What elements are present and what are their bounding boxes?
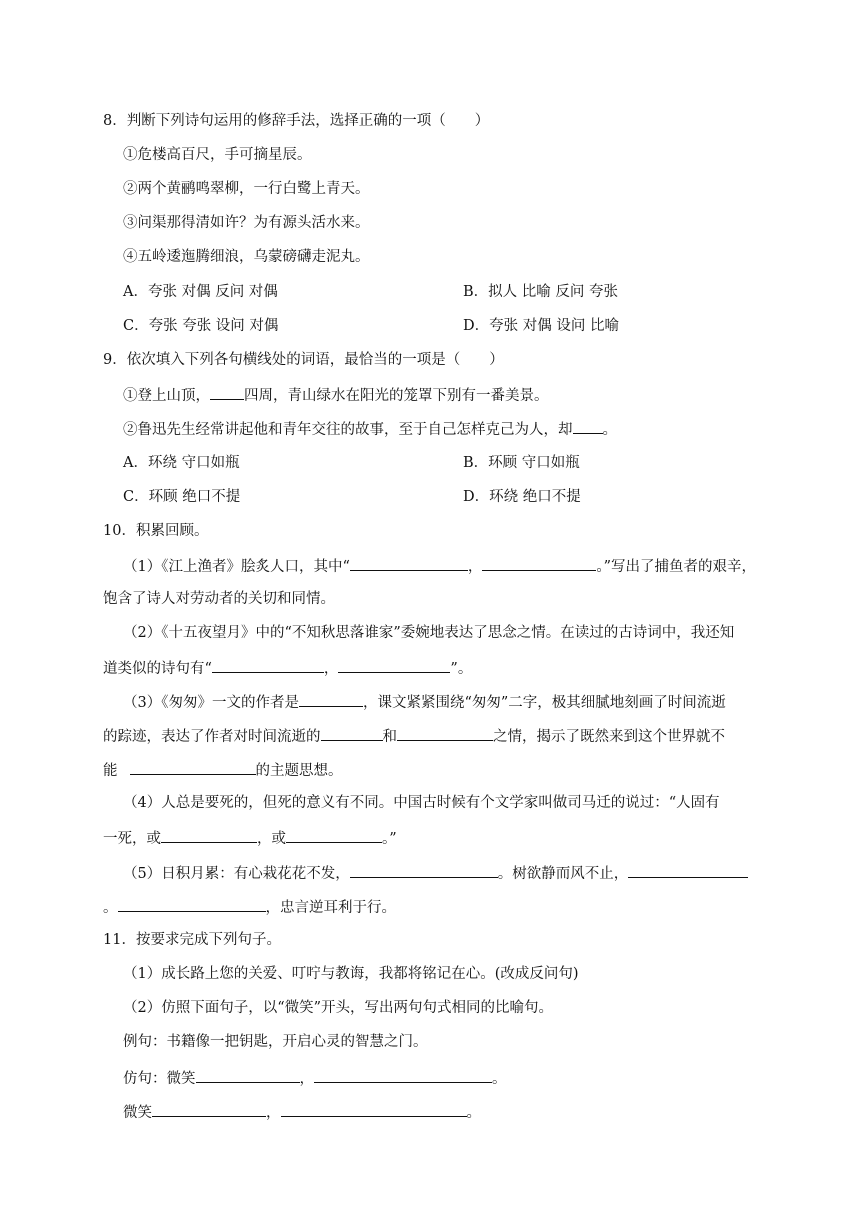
q9-option-a[interactable]: A．环绕 守口如瓶 bbox=[123, 455, 240, 471]
q10-4-line-2: 一死，或 ，或 。” bbox=[103, 827, 397, 849]
q11-blank-3[interactable] bbox=[152, 1101, 266, 1117]
q10-2-blank-1[interactable] bbox=[212, 657, 324, 673]
q9-blank-1[interactable] bbox=[210, 384, 244, 400]
q10-1-blank-1[interactable] bbox=[350, 555, 468, 571]
q9-option-b[interactable]: B．环顾 守口如瓶 bbox=[463, 455, 580, 471]
q10-4-blank-1[interactable] bbox=[161, 827, 257, 843]
q11-1: （1）成长路上您的关爱、叮咛与教诲，我都将铭记在心。(改成反问句) bbox=[123, 966, 579, 982]
q10-5-blank-3[interactable] bbox=[118, 896, 266, 912]
q9-blank-2[interactable] bbox=[573, 418, 603, 434]
q9-line-1: ①登上山顶， 四周，青山绿水在阳光的笼罩下别有一番美景。 bbox=[123, 384, 549, 406]
q10-3-line-3: 能 的主题思想。 bbox=[103, 759, 343, 781]
q8-line-3: ③问渠那得清如许？为有源头活水来。 bbox=[123, 215, 370, 231]
q10-3-blank-3[interactable] bbox=[397, 725, 493, 741]
q10-3-blank-1[interactable] bbox=[299, 691, 363, 707]
question-10-stem: 10．积累回顾。 bbox=[103, 523, 209, 539]
q10-3-blank-2[interactable] bbox=[321, 725, 383, 741]
q10-5-line-2: 。 ，忠言逆耳利于行。 bbox=[103, 896, 396, 918]
q10-3-line-1: （3）《匆匆》一文的作者是 ，课文紧紧围绕“匆匆”二字，极其细腻地刻画了时间流逝 bbox=[123, 691, 726, 713]
q10-2-line-2: 道类似的诗句有“ ， ”。 bbox=[103, 657, 472, 679]
q10-1-blank-2[interactable] bbox=[482, 555, 596, 571]
q11-imitate-2: 微笑 ， 。 bbox=[123, 1101, 481, 1123]
q10-3-blank-4[interactable] bbox=[130, 759, 256, 775]
q10-5-blank-1[interactable] bbox=[350, 862, 498, 878]
q8-option-b[interactable]: B．拟人 比喻 反问 夸张 bbox=[463, 284, 618, 300]
q10-2-blank-2[interactable] bbox=[338, 657, 450, 673]
q8-line-2: ②两个黄鹂鸣翠柳，一行白鹭上青天。 bbox=[123, 181, 370, 197]
q10-4-blank-2[interactable] bbox=[286, 827, 382, 843]
q9-line-2: ②鲁迅先生经常讲起他和青年交往的故事，至于自己怎样克己为人，却 。 bbox=[123, 418, 617, 440]
q8-line-4: ④五岭逶迤腾细浪，乌蒙磅礴走泥丸。 bbox=[123, 249, 370, 265]
q8-option-a[interactable]: A．夸张 对偶 反问 对偶 bbox=[123, 284, 278, 300]
q11-blank-2[interactable] bbox=[314, 1067, 492, 1083]
q11-blank-1[interactable] bbox=[196, 1067, 300, 1083]
question-9-stem: 9．依次填入下列各句横线处的词语，最恰当的一项是（ ） bbox=[103, 352, 504, 368]
q8-option-d[interactable]: D．夸张 对偶 设问 比喻 bbox=[463, 318, 619, 334]
q11-2: （2）仿照下面句子，以“微笑”开头，写出两句句式相同的比喻句。 bbox=[123, 1000, 554, 1016]
q11-blank-4[interactable] bbox=[281, 1101, 467, 1117]
question-11-stem: 11．按要求完成下列句子。 bbox=[103, 932, 281, 948]
q10-4-line-1: （4）人总是要死的，但死的意义有不同。中国古时候有个文学家叫做司马迁的说过：“人固有 bbox=[123, 795, 720, 811]
q9-option-d[interactable]: D．环绕 绝口不提 bbox=[463, 489, 581, 505]
q11-imitate-1: 仿句：微笑 ， 。 bbox=[123, 1067, 507, 1089]
question-8-stem: 8．判断下列诗句运用的修辞手法，选择正确的一项（ ） bbox=[103, 113, 490, 129]
q10-1-line-1: （1）《江上渔者》脍炙人口，其中“ ， 。”写出了捕鱼者的艰辛， bbox=[123, 555, 756, 577]
q11-example: 例句：书籍像一把钥匙，开启心灵的智慧之门。 bbox=[123, 1034, 428, 1050]
q10-3-line-2: 的踪迹，表达了作者对时间流逝的 和 之情，揭示了既然来到这个世界就不 bbox=[103, 725, 725, 747]
q10-5-blank-2[interactable] bbox=[628, 862, 748, 878]
q8-option-c[interactable]: C．夸张 夸张 设问 对偶 bbox=[123, 318, 279, 334]
q10-2-line-1: （2）《十五夜望月》中的“不知秋思落谁家”委婉地表达了思念之情。在读过的古诗词中，我还知 bbox=[123, 625, 735, 641]
q10-1-line-2: 饱含了诗人对劳动者的关切和同情。 bbox=[103, 591, 335, 607]
q9-option-c[interactable]: C．环顾 绝口不提 bbox=[123, 489, 241, 505]
q10-5-line-1: （5）日积月累：有心栽花花不发， 。树欲静而风不止， bbox=[123, 862, 748, 884]
q8-line-1: ①危楼高百尺，手可摘星辰。 bbox=[123, 147, 312, 163]
